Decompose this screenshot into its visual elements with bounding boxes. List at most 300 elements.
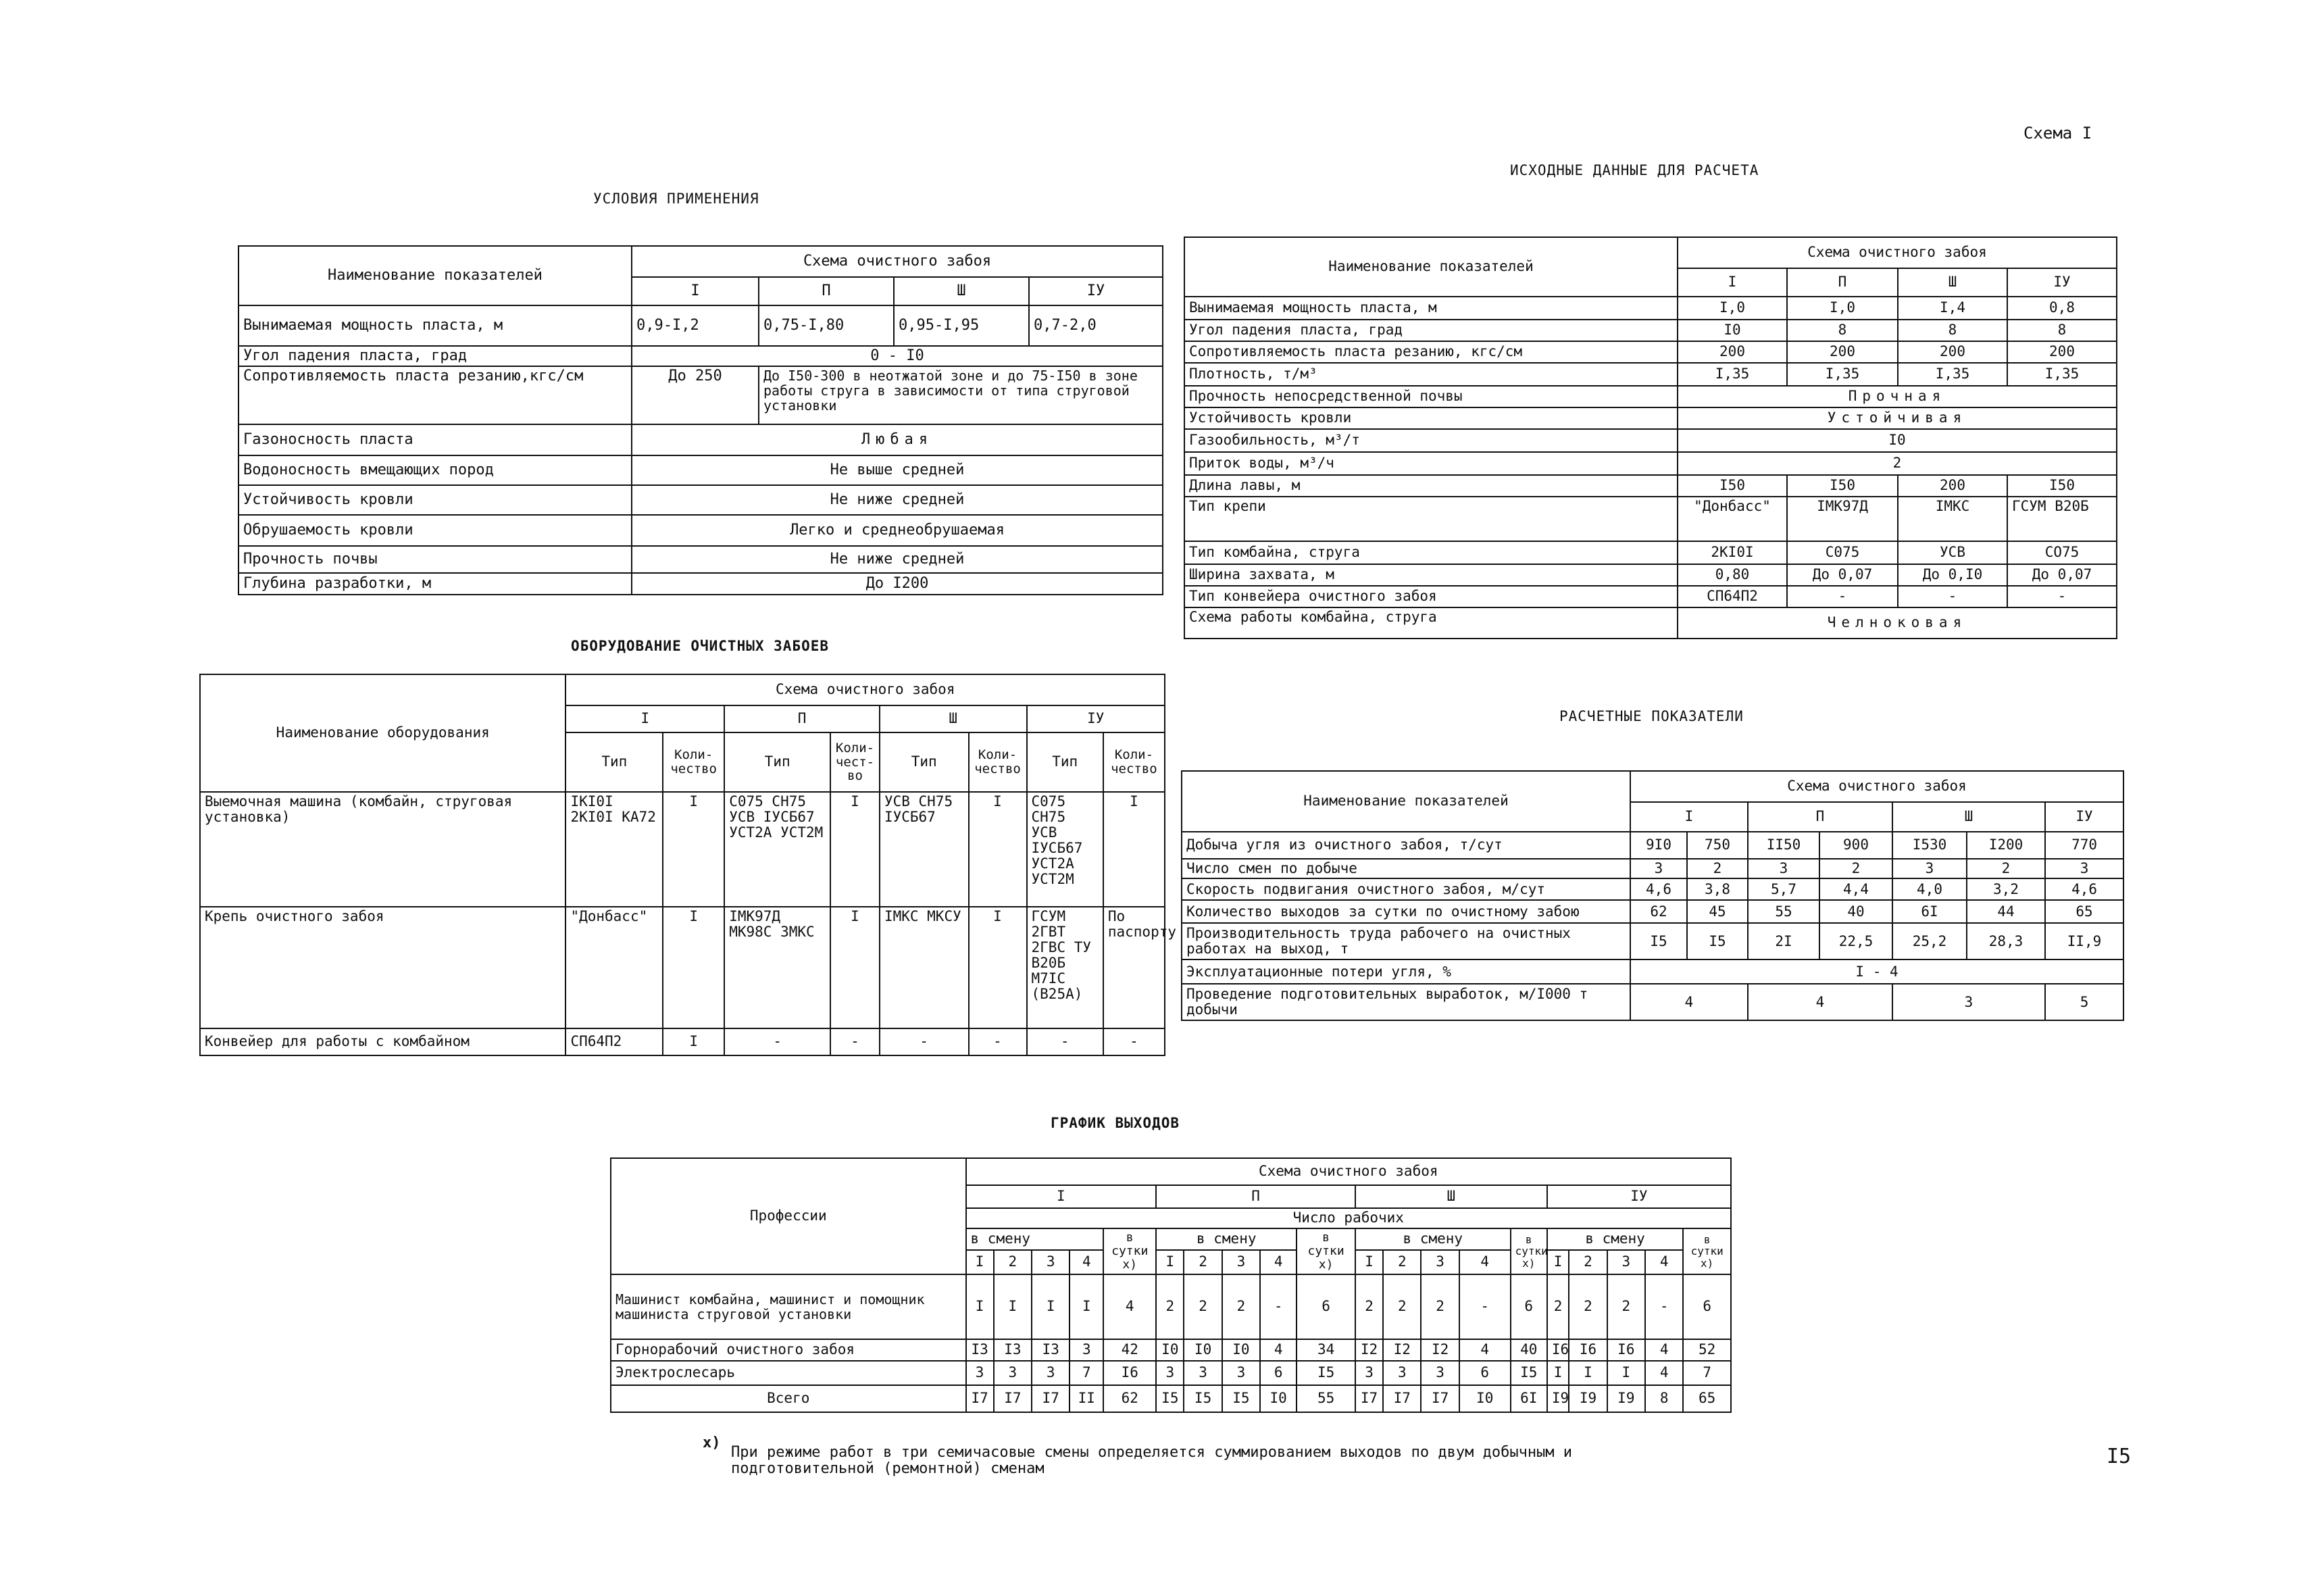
t5-cell: I2 [1355, 1339, 1383, 1361]
t5-cell: 2 [1222, 1274, 1260, 1339]
t5-cell: I2 [1383, 1339, 1421, 1361]
t2-col: Ш [1898, 268, 2007, 297]
t1-col: IУ [1029, 277, 1163, 305]
t2-row-label: Ширина захвата, м [1184, 564, 1678, 586]
t3-row-label: Крепь очистного забоя [200, 907, 565, 1028]
t5-cell: I7 [1355, 1385, 1383, 1412]
t2-cell: СП64П2 [1678, 586, 1787, 607]
t1-cell: 0,9-I,2 [632, 305, 759, 346]
t4-cell: 44 [1967, 900, 2045, 923]
t4-cell: 3 [1892, 984, 2045, 1020]
t1-cell: До 250 [632, 366, 759, 424]
t4-cell: I5 [1630, 923, 1687, 959]
t5-cell: I6 [1607, 1339, 1645, 1361]
conditions-table [238, 245, 1163, 595]
t5-cell: I9 [1569, 1385, 1607, 1412]
t5-cell: I [1032, 1274, 1070, 1339]
t5-col: IУ [1547, 1185, 1731, 1208]
t2-cell: 8 [2007, 320, 2117, 341]
t5-cell: 3 [1222, 1361, 1260, 1385]
t3-cell: I [830, 907, 880, 1028]
t3-cell: I [969, 907, 1027, 1028]
t2-cell: 2КI0I [1678, 541, 1787, 564]
t4-cell: II50 [1748, 832, 1819, 859]
t5-cell: 2 [1547, 1274, 1569, 1339]
t3-cell: ГСУМ 2ГВТ 2ГВС ТУ В20Б М7IС (В25А) [1027, 907, 1103, 1028]
t4-cell: 3 [1748, 859, 1819, 878]
t5-cell: 3 [1032, 1361, 1070, 1385]
t3-cell: "Донбасс" [565, 907, 663, 1028]
t5-cell: 65 [1683, 1385, 1731, 1412]
t3-cell: IМКС МКСУ [880, 907, 969, 1028]
t5-per-day: в сутки х) [1683, 1228, 1731, 1274]
t4-cell: 45 [1687, 900, 1748, 923]
t5-cell: 40 [1511, 1339, 1547, 1361]
t4-cell: 6I [1892, 900, 1967, 923]
t2-cell: - [1787, 586, 1898, 607]
t2-cell: СО75 [2007, 541, 2117, 564]
t5-row-machinist [611, 1274, 1731, 1339]
t3-title: ОБОРУДОВАНИЕ ОЧИСТНЫХ ЗАБОЕВ [571, 638, 830, 654]
t5-cell: 3 [966, 1361, 994, 1385]
t2-cell: I50 [2007, 475, 2117, 497]
t3-cell: С075 СН75 УСВ IУСБ67 УСТ2А УСТ2М [1027, 792, 1103, 907]
t4-row-label: Число смен по добыче [1182, 859, 1630, 878]
t4-cell: 5,7 [1748, 878, 1819, 900]
t5-cell: 52 [1683, 1339, 1731, 1361]
t3-qty-header: Коли-чество [663, 732, 724, 792]
t5-per-shift: в смену [966, 1228, 1104, 1250]
t3-row-label: Конвейер для работы с комбайном [200, 1028, 565, 1055]
t4-cell: 3 [1630, 859, 1687, 878]
t3-cell: СП64П2 [565, 1028, 663, 1055]
t5-cell: I [1070, 1274, 1103, 1339]
t2-cell: I,35 [2007, 363, 2117, 386]
t2-cell: УСВ [1898, 541, 2007, 564]
footnote-text: При режиме работ в три семичасовые смены определяется суммированием выходов по двум добычным и подготовительной (ремонтной) сменам [731, 1444, 1573, 1478]
t5-cell: 4 [1260, 1339, 1297, 1361]
t5-cell: 7 [1683, 1361, 1731, 1385]
t5-shift: 2 [1184, 1250, 1222, 1274]
t3-col: Ш [880, 705, 1027, 732]
t2-cell: До 0,I0 [1898, 564, 2007, 586]
t2-row-label: Угол падения пласта, град [1184, 320, 1678, 341]
t5-shift: 3 [1421, 1250, 1459, 1274]
t3-cell: I [830, 792, 880, 907]
t4-row-label: Скорость подвигания очистного забоя, м/сут [1182, 878, 1630, 900]
equipment-table [199, 674, 1177, 1056]
t2-cell: - [1898, 586, 2007, 607]
t2-cell: ГСУМ В20Б [2007, 497, 2117, 541]
t1-cell: Не выше средней [632, 455, 1163, 485]
t4-row-label: Производительность труда рабочего на очистных работах на выход, т [1182, 923, 1630, 959]
t2-cell: - [2007, 586, 2117, 607]
t2-col: IУ [2007, 268, 2117, 297]
t2-row-label: Газообильность, м³/т [1184, 429, 1678, 452]
t5-cell: 2 [1383, 1274, 1421, 1339]
t1-cell: Любая [632, 424, 1163, 455]
t5-cell: - [1260, 1274, 1297, 1339]
t5-cell: 6 [1459, 1361, 1511, 1385]
t2-title: ИСХОДНЫЕ ДАННЫЕ ДЛЯ РАСЧЕТА [1510, 162, 1759, 178]
t2-row-label: Сопротивляемость пласта резанию, кгс/см [1184, 341, 1678, 363]
t5-cell: I2 [1421, 1339, 1459, 1361]
t3-cell: IКI0I 2КI0I КА72 [565, 792, 663, 907]
t5-cell: I7 [1421, 1385, 1459, 1412]
t1-cell: 0,95-I,95 [894, 305, 1029, 346]
t2-cell: I50 [1787, 475, 1898, 497]
t3-cell: I [663, 1028, 724, 1055]
t5-row-label: Машинист комбайна, машинист и помощник машиниста струговой установки [611, 1274, 966, 1339]
t5-cell: 8 [1645, 1385, 1683, 1412]
t5-shift: I [966, 1250, 994, 1274]
page-number: I5 [2107, 1445, 2132, 1468]
t3-cell: - [830, 1028, 880, 1055]
t4-cell: 22,5 [1819, 923, 1892, 959]
t5-cell: I5 [1511, 1361, 1547, 1385]
t3-type-header: Тип [724, 732, 830, 792]
t5-cell: I0 [1184, 1339, 1222, 1361]
t5-cell: II [1070, 1385, 1103, 1412]
t1-cell: До I50-300 в неотжатой зоне и до 75-I50 в зоне работы струга в зависимости от типа струговой установки [759, 366, 1163, 424]
t5-prof-header: Профессии [611, 1158, 966, 1274]
t4-cell: I530 [1892, 832, 1967, 859]
t4-cell: 4,6 [2045, 878, 2123, 900]
t3-cell: С075 СН75 УСВ IУСБ67 УСТ2А УСТ2М [724, 792, 830, 907]
t2-scheme-header: Схема очистного забоя [1678, 237, 2117, 268]
t2-cell: IМК97Д [1787, 497, 1898, 541]
t3-cell: УСВ СН75 IУСБ67 [880, 792, 969, 907]
t5-shift: I [1355, 1250, 1383, 1274]
t3-cell: I [1103, 792, 1165, 907]
t3-cell: - [724, 1028, 830, 1055]
t5-cell: 3 [1070, 1339, 1103, 1361]
t5-cell: 6 [1511, 1274, 1547, 1339]
t1-cell: Не ниже средней [632, 485, 1163, 515]
t4-cell: 3 [1892, 859, 1967, 878]
t5-shift: 4 [1260, 1250, 1297, 1274]
t3-col: I [565, 705, 724, 732]
t5-cell: I0 [1222, 1339, 1260, 1361]
t4-cell: I5 [1687, 923, 1748, 959]
t1-cell: 0 - I0 [632, 346, 1163, 366]
t4-cell: 62 [1630, 900, 1687, 923]
t5-shift: 3 [1607, 1250, 1645, 1274]
t5-cell: I9 [1607, 1385, 1645, 1412]
t2-cell: I0 [1678, 320, 1787, 341]
t4-col: П [1748, 802, 1892, 832]
t5-cell: 2 [1421, 1274, 1459, 1339]
t5-cell: I6 [1547, 1339, 1569, 1361]
t5-cell: 2 [1355, 1274, 1383, 1339]
t5-cell: I5 [1297, 1361, 1355, 1385]
t1-scheme-header: Схема очистного забоя [632, 246, 1163, 277]
t4-cell: 5 [2045, 984, 2123, 1020]
t5-shift: 4 [1070, 1250, 1103, 1274]
t5-cell: I [966, 1274, 994, 1339]
t1-title: УСЛОВИЯ ПРИМЕНЕНИЯ [593, 191, 759, 207]
t5-shift: 4 [1645, 1250, 1683, 1274]
t4-row-label: Количество выходов за сутки по очистному забою [1182, 900, 1630, 923]
t5-cell: 3 [994, 1361, 1032, 1385]
t1-cell: Не ниже средней [632, 546, 1163, 573]
t3-type-header: Тип [880, 732, 969, 792]
t5-cell: 6 [1683, 1274, 1731, 1339]
t5-cell: 3 [1355, 1361, 1383, 1385]
t2-cell: 0,80 [1678, 564, 1787, 586]
t4-cell: 65 [2045, 900, 2123, 923]
t5-cell: 2 [1156, 1274, 1184, 1339]
t5-shift: I [1547, 1250, 1569, 1274]
t5-cell: I7 [994, 1385, 1032, 1412]
t5-col: Ш [1355, 1185, 1547, 1208]
t2-cell: I,35 [1787, 363, 1898, 386]
t3-cell: - [1027, 1028, 1103, 1055]
t4-col: Ш [1892, 802, 2045, 832]
t2-cell: 200 [2007, 341, 2117, 363]
t2-row-label: Приток воды, м³/ч [1184, 452, 1678, 475]
t5-cell: 3 [1383, 1361, 1421, 1385]
t3-cell: - [969, 1028, 1027, 1055]
t3-qty-header: Коли-чест-во [830, 732, 880, 792]
t1-col: П [759, 277, 894, 305]
t5-cell: I0 [1459, 1385, 1511, 1412]
t5-cell: 3 [1156, 1361, 1184, 1385]
t5-per-day: в сутки х) [1511, 1228, 1547, 1274]
t4-cell: 900 [1819, 832, 1892, 859]
t4-col: I [1630, 802, 1748, 832]
t4-scheme-header: Схема очистного забоя [1630, 771, 2123, 802]
t5-row-label: Всего [611, 1385, 966, 1412]
t2-cell: I,0 [1787, 297, 1898, 320]
t4-col: IУ [2045, 802, 2123, 832]
t2-cell: I,35 [1678, 363, 1787, 386]
t4-cell: I - 4 [1630, 959, 2123, 984]
t2-cell: До 0,07 [2007, 564, 2117, 586]
t5-shift: 2 [1383, 1250, 1421, 1274]
t2-cell: Челноковая [1678, 607, 2117, 639]
t2-name-header: Наименование показателей [1184, 237, 1678, 297]
t1-row-label: Вынимаемая мощность пласта, м [238, 305, 632, 346]
t5-cell: I7 [1032, 1385, 1070, 1412]
t5-cell: 3 [1184, 1361, 1222, 1385]
t2-cell: Прочная [1678, 386, 2117, 407]
t2-cell: I0 [1678, 429, 2117, 452]
t3-type-header: Тип [1027, 732, 1103, 792]
t2-cell: 8 [1898, 320, 2007, 341]
t5-cell: I6 [1569, 1339, 1607, 1361]
t2-row-label: Длина лавы, м [1184, 475, 1678, 497]
t4-cell: 28,3 [1967, 923, 2045, 959]
t1-row-label: Прочность почвы [238, 546, 632, 573]
t1-col: Ш [894, 277, 1029, 305]
t2-row-label: Прочность непосредственной почвы [1184, 386, 1678, 407]
t5-per-day: в сутки х) [1297, 1228, 1355, 1274]
t2-cell: 0,8 [2007, 297, 2117, 320]
t3-scheme-header: Схема очистного забоя [565, 674, 1165, 705]
t5-cell: I [1569, 1361, 1607, 1385]
t3-cell: - [1103, 1028, 1165, 1055]
t1-col: I [632, 277, 759, 305]
t5-row-label: Горнорабочий очистного забоя [611, 1339, 966, 1361]
t5-cell: 3 [1421, 1361, 1459, 1385]
t5-per-day: в сутки х) [1103, 1228, 1156, 1274]
t5-cell: I3 [966, 1339, 994, 1361]
t5-cell: 4 [1645, 1361, 1683, 1385]
t5-cell: I5 [1222, 1385, 1260, 1412]
t3-cell: По паспорту [1103, 907, 1165, 1028]
t4-cell: 25,2 [1892, 923, 1967, 959]
t3-name-header: Наименование оборудования [200, 674, 565, 792]
attendance-schedule-table [610, 1157, 1732, 1413]
t4-row-label: Эксплуатационные потери угля, % [1182, 959, 1630, 984]
t5-cell: 6 [1260, 1361, 1297, 1385]
t4-cell: 4,4 [1819, 878, 1892, 900]
t4-cell: 4 [1748, 984, 1892, 1020]
t1-cell: Легко и среднеобрушаемая [632, 515, 1163, 546]
t2-cell: 2 [1678, 452, 2117, 475]
t4-name-header: Наименование показателей [1182, 771, 1630, 832]
t4-cell: I200 [1967, 832, 2045, 859]
t5-cell: - [1459, 1274, 1511, 1339]
t1-row-label: Газоносность пласта [238, 424, 632, 455]
t1-cell: 0,7-2,0 [1029, 305, 1163, 346]
t5-cell: I0 [1156, 1339, 1184, 1361]
t5-cell: 55 [1297, 1385, 1355, 1412]
t5-workers-header: Число рабочих [966, 1208, 1731, 1228]
t4-cell: 2 [1967, 859, 2045, 878]
t5-shift: 2 [1569, 1250, 1607, 1274]
t5-cell: I6 [1103, 1361, 1156, 1385]
t2-cell: 200 [1787, 341, 1898, 363]
t5-row-miner [611, 1339, 1731, 1361]
calc-indicators-table [1181, 770, 2124, 1021]
t3-type-header: Тип [565, 732, 663, 792]
t3-qty-header: Коли-чество [969, 732, 1027, 792]
t5-shift: I [1156, 1250, 1184, 1274]
t4-cell: 4,0 [1892, 878, 1967, 900]
t4-cell: 2 [1819, 859, 1892, 878]
t4-cell: 750 [1687, 832, 1748, 859]
t5-cell: I9 [1547, 1385, 1569, 1412]
t5-scheme-header: Схема очистного забоя [966, 1158, 1731, 1185]
t5-cell: I3 [1032, 1339, 1070, 1361]
t2-cell: I,4 [1898, 297, 2007, 320]
t1-row-label: Водоносность вмещающих пород [238, 455, 632, 485]
t4-cell: 3 [2045, 859, 2123, 878]
t2-row-label: Тип крепи [1184, 497, 1678, 541]
t4-cell: 3,8 [1687, 878, 1748, 900]
t5-per-shift: в смену [1547, 1228, 1684, 1250]
t2-col: П [1787, 268, 1898, 297]
t2-col: I [1678, 268, 1787, 297]
t3-col: П [724, 705, 880, 732]
t3-cell: IМК97Д МК98С 3МКС [724, 907, 830, 1028]
t3-cell: - [880, 1028, 969, 1055]
t4-cell: 55 [1748, 900, 1819, 923]
t5-row-label: Электрослесарь [611, 1361, 966, 1385]
t5-row-electrician [611, 1361, 1731, 1385]
t5-shift: 4 [1459, 1250, 1511, 1274]
t5-shift: 2 [994, 1250, 1032, 1274]
t1-cell: 0,75-I,80 [759, 305, 894, 346]
t2-cell: 200 [1678, 341, 1787, 363]
t1-row-label: Сопротивляемость пласта резанию,кгс/см [238, 366, 632, 424]
t2-cell: 8 [1787, 320, 1898, 341]
t5-row-total [611, 1385, 1731, 1412]
t5-title: ГРАФИК ВЫХОДОВ [1051, 1115, 1180, 1131]
t1-row-label: Обрушаемость кровли [238, 515, 632, 546]
t5-cell: 2 [1607, 1274, 1645, 1339]
t2-row-label: Тип конвейера очистного забоя [1184, 586, 1678, 607]
t5-col: П [1156, 1185, 1355, 1208]
t2-cell: Устойчивая [1678, 407, 2117, 429]
t4-cell: 770 [2045, 832, 2123, 859]
t2-row-label: Плотность, т/м³ [1184, 363, 1678, 386]
t1-name-header: Наименование показателей [238, 246, 632, 305]
input-data-table [1184, 236, 2117, 639]
t4-cell: 9I0 [1630, 832, 1687, 859]
t4-cell: II,9 [2045, 923, 2123, 959]
t5-cell: I5 [1156, 1385, 1184, 1412]
t5-cell: 6 [1297, 1274, 1355, 1339]
t1-row-label: Угол падения пласта, град [238, 346, 632, 366]
t2-cell: 200 [1898, 475, 2007, 497]
t2-cell: I,0 [1678, 297, 1787, 320]
t5-cell: 4 [1645, 1339, 1683, 1361]
t4-cell: 40 [1819, 900, 1892, 923]
t5-col: I [966, 1185, 1157, 1208]
t4-cell: 4,6 [1630, 878, 1687, 900]
t4-cell: 2 [1687, 859, 1748, 878]
t5-cell: 42 [1103, 1339, 1156, 1361]
t5-shift: 3 [1222, 1250, 1260, 1274]
t5-cell: I [1547, 1361, 1569, 1385]
t5-shift: 3 [1032, 1250, 1070, 1274]
t5-cell: 2 [1569, 1274, 1607, 1339]
t2-row-label: Устойчивость кровли [1184, 407, 1678, 429]
t1-row-label: Устойчивость кровли [238, 485, 632, 515]
t5-cell: I0 [1260, 1385, 1297, 1412]
t4-cell: 3,2 [1967, 878, 2045, 900]
t4-cell: 2I [1748, 923, 1819, 959]
t5-cell: I [1607, 1361, 1645, 1385]
t2-cell: I50 [1678, 475, 1787, 497]
t4-row-label: Проведение подготовительных выработок, м/I000 т добычи [1182, 984, 1630, 1020]
t4-row-label: Добыча угля из очистного забоя, т/сут [1182, 832, 1630, 859]
t5-per-shift: в смену [1355, 1228, 1511, 1250]
t3-cell: I [663, 792, 724, 907]
t5-cell: 2 [1184, 1274, 1222, 1339]
t5-per-shift: в смену [1156, 1228, 1297, 1250]
t5-cell: 4 [1103, 1274, 1156, 1339]
t3-cell: I [663, 907, 724, 1028]
t5-cell: 34 [1297, 1339, 1355, 1361]
t2-cell: С075 [1787, 541, 1898, 564]
t3-row-label: Выемочная машина (комбайн, струговая установка) [200, 792, 565, 907]
t3-col: IУ [1027, 705, 1165, 732]
t2-cell: "Донбасс" [1678, 497, 1787, 541]
t5-cell: I [994, 1274, 1032, 1339]
t5-cell: I5 [1184, 1385, 1222, 1412]
t5-cell: 7 [1070, 1361, 1103, 1385]
t4-cell: 4 [1630, 984, 1748, 1020]
t5-cell: I7 [1383, 1385, 1421, 1412]
t2-cell: До 0,07 [1787, 564, 1898, 586]
footnote-mark: х) [703, 1435, 721, 1451]
t2-cell: I,35 [1898, 363, 2007, 386]
t2-cell: IМКС [1898, 497, 2007, 541]
